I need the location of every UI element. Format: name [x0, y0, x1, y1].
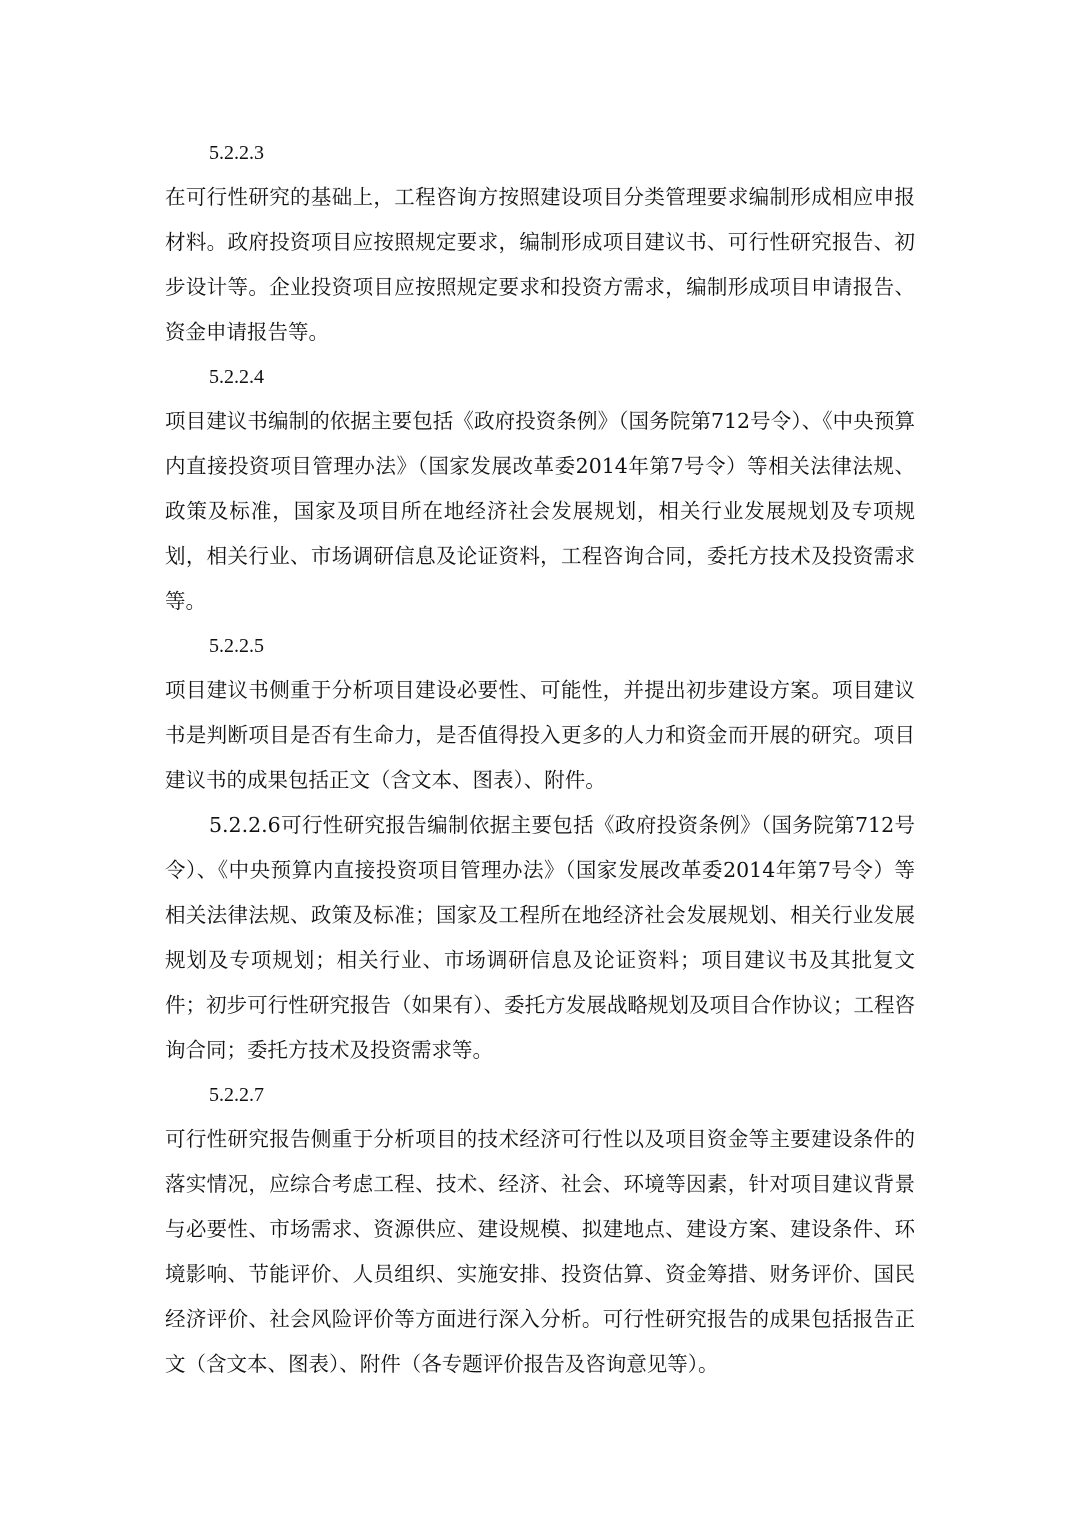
section-paragraph: 可行性研究报告侧重于分析项目的技术经济可行性以及项目资金等主要建设条件的落实情况，应综合考虑工程、技术、经济、社会、环境等因素，针对项目建议背景与必要性、市场需求、资源供应、建设规模、拟建地点、建设方案、建设条件、环境影响、节能评价、人员组织、实施安排、投资估算、资金筹措、财务评价、国民经济评价、社会风险评价等方面进行深入分析。可行性研究报告的成果包括报告正文（含文本、图表）、附件（各专题评价报告及咨询意见等）。 [165, 1127, 915, 1376]
section-number: 5.2.2.4 [209, 366, 264, 388]
document-body [165, 131, 915, 1387]
section-paragraph: 项目建议书编制的依据主要包括《政府投资条例》（国务院第712号令）、《中央预算内直接投资项目管理办法》（国家发展改革委2014年第7号令）等相关法律法规、政策及标准，国家及项目所在地经济社会发展规划，相关行业发展规划及专项规划，相关行业、市场调研信息及论证资料，工程咨询合同，委托方技术及投资需求等。 [165, 409, 915, 613]
section-number: 5.2.2.5 [209, 635, 264, 657]
section-paragraph: 5.2.2.6可行性研究报告编制依据主要包括《政府投资条例》（国务院第712号令）、《中央预算内直接投资项目管理办法》（国家发展改革委2014年第7号令）等相关法律法规、政策及标准；国家及工程所在地经济社会发展规划、相关行业发展规划及专项规划；相关行业、市场调研信息及论证资料；项目建议书及其批复文件；初步可行性研究报告（如果有）、委托方发展战略规划及项目合作协议；工程咨询合同；委托方技术及投资需求等。 [165, 813, 915, 1062]
section-paragraph: 项目建议书侧重于分析项目建设必要性、可能性，并提出初步建设方案。项目建议书是判断项目是否有生命力，是否值得投入更多的人力和资金而开展的研究。项目建议书的成果包括正文（含文本、图表）、附件。 [165, 678, 915, 792]
section-number: 5.2.2.7 [209, 1084, 264, 1106]
section-paragraph: 在可行性研究的基础上，工程咨询方按照建设项目分类管理要求编制形成相应申报材料。政府投资项目应按照规定要求，编制形成项目建议书、可行性研究报告、初步设计等。企业投资项目应按照规定要求和投资方需求，编制形成项目申请报告、资金申请报告等。 [165, 185, 915, 344]
section-number: 5.2.2.3 [209, 142, 264, 164]
